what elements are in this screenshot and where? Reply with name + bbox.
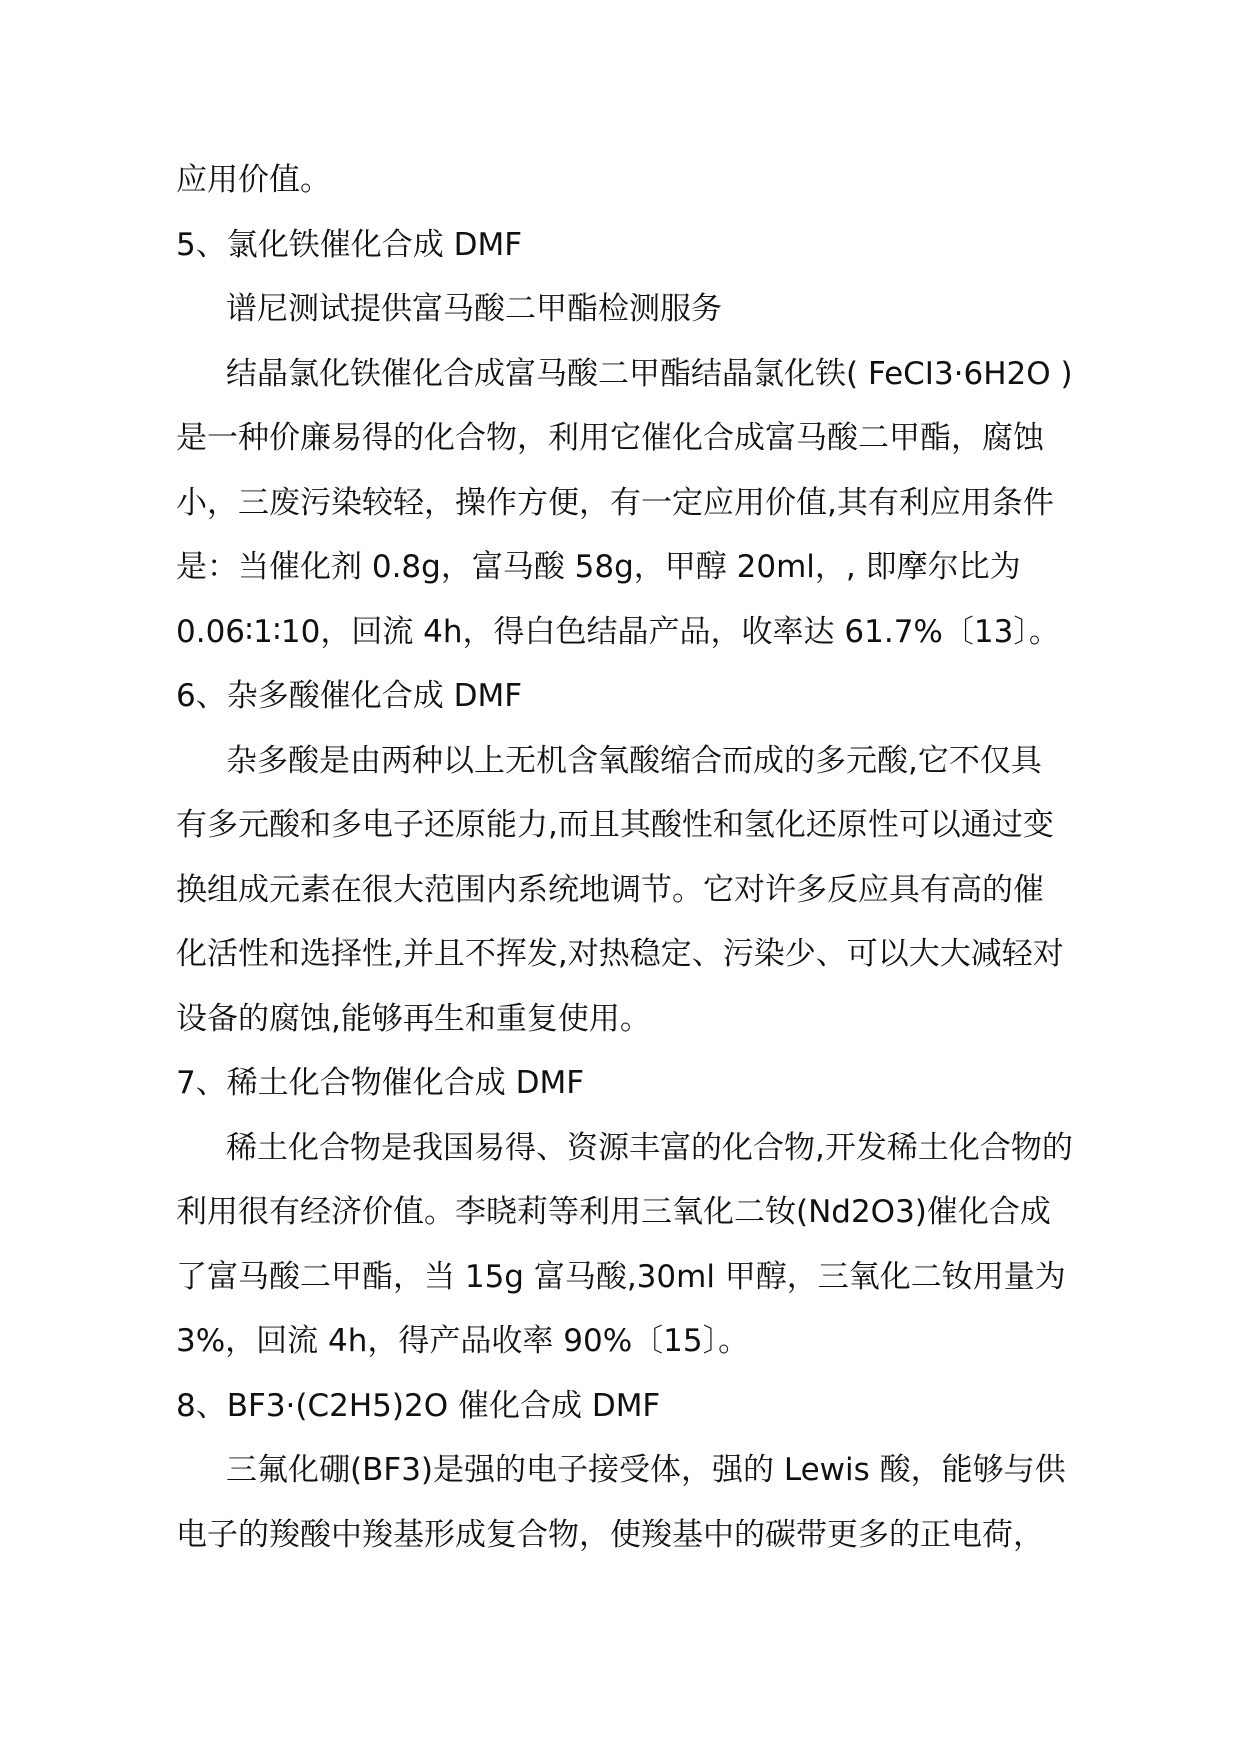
text-line: 化活性和选择性,并且不挥发,对热稳定、污染少、可以大大减轻对 [176, 936, 1064, 972]
text-line: 应用价值。 [176, 162, 331, 198]
text-line: 是一种价廉易得的化合物，利用它催化合成富马酸二甲酯，腐蚀 [176, 420, 1044, 456]
text-line: 杂多酸是由两种以上无机含氧酸缩合而成的多元酸,它不仅具 [226, 742, 1042, 779]
text-line: 是：当催化剂 0.8g，富马酸 58g，甲醇 20ml，, 即摩尔比为 [176, 549, 1021, 585]
text-line: 稀土化合物是我国易得、资源丰富的化合物,开发稀土化合物的 [226, 1129, 1073, 1166]
section-heading: 6、杂多酸催化合成 DMF [176, 678, 523, 714]
text-line: 设备的腐蚀,能够再生和重复使用。 [176, 1000, 651, 1037]
document-page [176, 148, 1116, 1567]
section-heading: 7、稀土化合物催化合成 DMF [176, 1065, 585, 1101]
text-line: 电子的羧酸中羧基形成复合物，使羧基中的碳带更多的正电荷， [176, 1516, 1044, 1553]
text-line: 0.06∶1∶10，回流 4h，得白色结晶产品，收率达 61.7%〔13〕。 [176, 613, 1060, 650]
text-line: 三氟化硼(BF3)是强的电子接受体，强的 Lewis 酸，能够与供 [226, 1452, 1066, 1488]
text-line: 利用很有经济价值。李晓莉等利用三氧化二钕(Nd2O3)催化合成 [176, 1194, 1051, 1230]
text-line: 谱尼测试提供富马酸二甲酯检测服务 [226, 291, 722, 327]
text-line: 小，三废污染较轻，操作方便，有一定应用价值,其有利应用条件 [176, 484, 1054, 521]
text-line: 了富马酸二甲酯，当 15g 富马酸,30ml 甲醇，三氧化二钕用量为 [176, 1258, 1066, 1295]
section-heading: 8、BF3·(C2H5)2O 催化合成 DMF [176, 1387, 661, 1424]
text-line: 有多元酸和多电子还原能力,而且其酸性和氢化还原性可以通过变 [176, 807, 1054, 843]
text-line: 3%，回流 4h，得产品收率 90%〔15〕。 [176, 1323, 750, 1359]
text-line: 换组成元素在很大范围内系统地调节。它对许多反应具有高的催 [176, 871, 1044, 908]
section-heading: 5、氯化铁催化合成 DMF [176, 226, 523, 263]
text-line: 结晶氯化铁催化合成富马酸二甲酯结晶氯化铁( FeCI3·6H2O ) [226, 355, 1073, 392]
